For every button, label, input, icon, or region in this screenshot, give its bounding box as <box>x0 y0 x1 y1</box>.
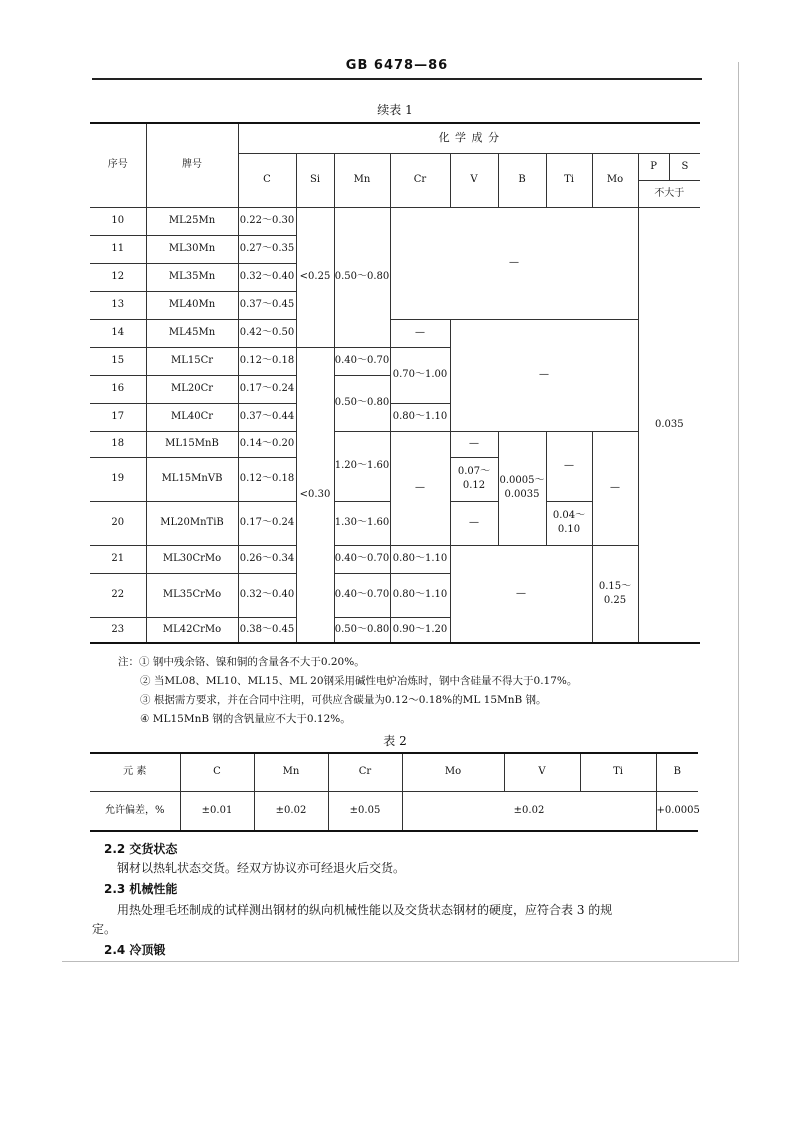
cr-dash-14: — <box>390 319 450 347</box>
row-no: 15 <box>90 347 146 375</box>
note-4: ④ ML15MnB 钢的含钒量应不大于0.12%。 <box>140 713 351 725</box>
row-c: 0.37～0.45 <box>238 291 296 319</box>
section-2-2-title: 2.2 交货状态 <box>104 842 178 856</box>
col-seq-header: 序号 <box>90 123 146 207</box>
t2-cr: Cr <box>328 753 402 791</box>
note-3: ③ 根据需方要求，并在合同中注明，可供应含碳量为0.12～0.18%的ML 15MnB 钢。 <box>140 694 547 706</box>
row-c: 0.32～0.40 <box>238 573 296 617</box>
row-no: 13 <box>90 291 146 319</box>
col-grade-header: 牌号 <box>146 123 238 207</box>
ps-not-more-than: 不大于 <box>654 187 685 199</box>
col-v-header: V <box>450 153 498 207</box>
tolerance-label: 允许偏差，% <box>90 791 180 831</box>
col-s-header: S <box>681 160 689 172</box>
row-c: 0.12～0.18 <box>238 457 296 501</box>
composition-table <box>90 122 700 644</box>
v-dash-18: — <box>450 431 498 457</box>
row-c: 0.22～0.30 <box>238 207 296 235</box>
row-c: 0.12～0.18 <box>238 347 296 375</box>
row-c: 0.42～0.50 <box>238 319 296 347</box>
cr-22: 0.80～1.10 <box>390 573 450 617</box>
page-right-border <box>738 62 739 962</box>
row-no: 10 <box>90 207 146 235</box>
col-ps-header <box>638 153 700 207</box>
t2-cr-dev: ±0.05 <box>328 791 402 831</box>
row-no: 21 <box>90 545 146 573</box>
t2-mo-v-ti-dev: ±0.02 <box>402 791 656 831</box>
row-grade: ML40Mn <box>146 291 238 319</box>
note-1: 注：① 钢中残余铬、镍和铜的含量各不大于0.20%。 <box>118 656 365 668</box>
row-grade: ML30Mn <box>146 235 238 263</box>
table-row <box>90 319 700 347</box>
col-mo-header: Mo <box>592 153 638 207</box>
mn-15: 0.40～0.70 <box>334 347 390 375</box>
row-no: 14 <box>90 319 146 347</box>
col-b-header: B <box>498 153 546 207</box>
row-no: 16 <box>90 375 146 403</box>
si-value-b: <0.30 <box>296 347 334 643</box>
row-grade: ML20Cr <box>146 375 238 403</box>
tolerance-table <box>90 752 698 832</box>
row-no: 23 <box>90 617 146 643</box>
chemical-composition-header: 化 学 成 分 <box>238 123 700 153</box>
mo-21-23: 0.15～ 0.25 <box>592 545 638 643</box>
v-dash-20: — <box>450 501 498 545</box>
ti-20: 0.04～ 0.10 <box>546 501 592 545</box>
table-row <box>90 545 700 573</box>
row-grade: ML42CrMo <box>146 617 238 643</box>
t2-ti: Ti <box>580 753 656 791</box>
col-p-header: P <box>639 154 670 180</box>
dash-block-a: — <box>390 207 638 319</box>
si-value-a: <0.25 <box>296 207 334 347</box>
col-c-header: C <box>238 153 296 207</box>
row-grade: ML25Mn <box>146 207 238 235</box>
row-grade: ML20MnTiB <box>146 501 238 545</box>
header-rule <box>92 78 702 80</box>
row-no: 20 <box>90 501 146 545</box>
cr-17: 0.80～1.10 <box>390 403 450 431</box>
row-no: 12 <box>90 263 146 291</box>
row-c: 0.17～0.24 <box>238 375 296 403</box>
col-si-header: Si <box>296 153 334 207</box>
t2-mo: Mo <box>402 753 504 791</box>
cr-dash-18-20: — <box>390 431 450 545</box>
table1-caption: 续表 1 <box>377 103 413 117</box>
section-2-3-text-2: 定。 <box>92 922 117 936</box>
note-2: ② 当ML08、ML10、ML15、ML 20钢采用碱性电炉冶炼时，钢中含硅量不得大于0.17%。 <box>140 675 578 687</box>
table-row <box>90 207 700 235</box>
t2-v: V <box>504 753 580 791</box>
dash-block-c: — <box>450 545 592 643</box>
dash-block-b: — <box>450 319 638 431</box>
t2-c: C <box>180 753 254 791</box>
row-no: 18 <box>90 431 146 457</box>
row-grade: ML45Mn <box>146 319 238 347</box>
mo-dash-18-20: — <box>592 431 638 545</box>
row-c: 0.38～0.45 <box>238 617 296 643</box>
table-row <box>90 431 700 457</box>
row-no: 22 <box>90 573 146 617</box>
cr-21: 0.80～1.10 <box>390 545 450 573</box>
b-19: 0.0005～ 0.0035 <box>498 431 546 545</box>
row-c: 0.14～0.20 <box>238 431 296 457</box>
row-c: 0.37～0.44 <box>238 403 296 431</box>
row-c: 0.17～0.24 <box>238 501 296 545</box>
row-grade: ML35CrMo <box>146 573 238 617</box>
col-mn-header: Mn <box>334 153 390 207</box>
mn-22: 0.40～0.70 <box>334 573 390 617</box>
row-grade: ML15Cr <box>146 347 238 375</box>
row-grade: ML30CrMo <box>146 545 238 573</box>
section-2-3-title: 2.3 机械性能 <box>104 882 178 896</box>
row-no: 17 <box>90 403 146 431</box>
page-bottom-rule <box>62 961 738 962</box>
mn-23: 0.50～0.80 <box>334 617 390 643</box>
t2-mn-dev: ±0.02 <box>254 791 328 831</box>
mn-18-19: 1.20～1.60 <box>334 431 390 501</box>
row-grade: ML15MnB <box>146 431 238 457</box>
row-no: 19 <box>90 457 146 501</box>
standard-number: GB 6478—86 <box>345 58 449 73</box>
t2-b: B <box>656 753 698 791</box>
row-c: 0.32～0.40 <box>238 263 296 291</box>
section-2-3-text-1: 用热处理毛坯制成的试样测出钢材的纵向机械性能以及交货状态钢材的硬度，应符合表 3 的规 <box>117 903 613 917</box>
cr-23: 0.90～1.20 <box>390 617 450 643</box>
t2-c-dev: ±0.01 <box>180 791 254 831</box>
cr-15-16: 0.70～1.00 <box>390 347 450 403</box>
mn-16-17: 0.50～0.80 <box>334 375 390 431</box>
row-c: 0.26～0.34 <box>238 545 296 573</box>
ti-dash-18-19: — <box>546 431 592 501</box>
section-2-2-text: 钢材以热轧状态交货。经双方协议亦可经退火后交货。 <box>117 861 406 875</box>
t2-mn: Mn <box>254 753 328 791</box>
row-grade: ML15MnVB <box>146 457 238 501</box>
t2-b-dev: +0.0005 <box>656 791 698 831</box>
row-no: 11 <box>90 235 146 263</box>
table2-caption: 表 2 <box>383 734 407 748</box>
col-ti-header: Ti <box>546 153 592 207</box>
row-grade: ML40Cr <box>146 403 238 431</box>
section-2-4-title: 2.4 冷顶锻 <box>104 943 166 957</box>
element-label: 元 素 <box>90 753 180 791</box>
v-19: 0.07～ 0.12 <box>450 457 498 501</box>
col-cr-header: Cr <box>390 153 450 207</box>
mn-value-a: 0.50～0.80 <box>334 207 390 347</box>
mn-20: 1.30～1.60 <box>334 501 390 545</box>
ps-value: 0.035 <box>638 207 700 643</box>
mn-21: 0.40～0.70 <box>334 545 390 573</box>
row-c: 0.27～0.35 <box>238 235 296 263</box>
row-grade: ML35Mn <box>146 263 238 291</box>
